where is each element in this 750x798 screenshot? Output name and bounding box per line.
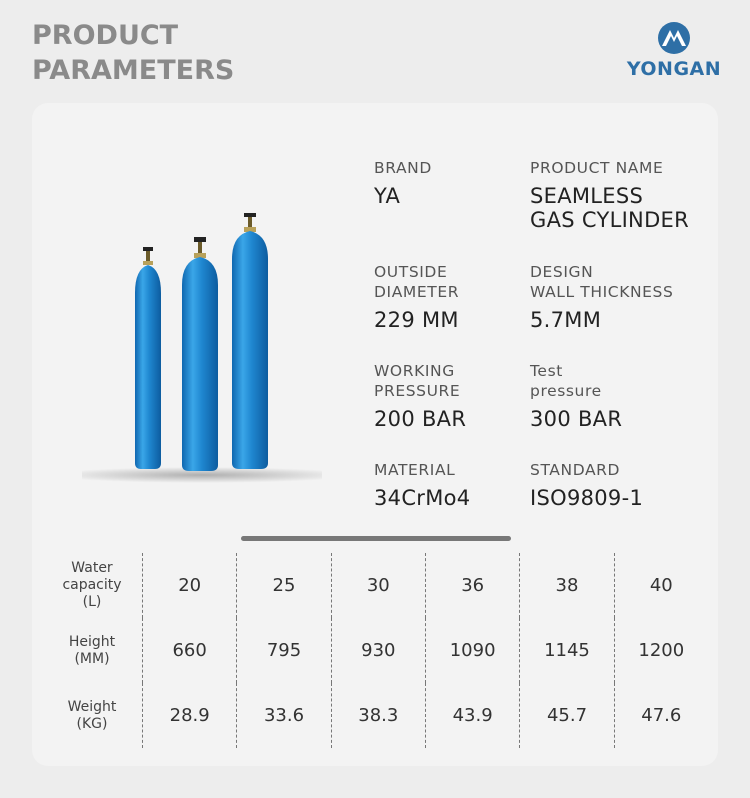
table-cell: 28.9 bbox=[142, 683, 236, 748]
table-cell: 1200 bbox=[614, 618, 708, 683]
param-standard bbox=[530, 460, 700, 510]
param-material bbox=[374, 460, 544, 510]
specification-table bbox=[42, 553, 708, 748]
title-line-1: PRODUCT bbox=[32, 20, 179, 51]
table-cell: 43.9 bbox=[425, 683, 519, 748]
outside-diameter-value: 229 MM bbox=[374, 308, 459, 332]
product-name-value bbox=[530, 184, 700, 232]
param-product-name bbox=[530, 158, 700, 232]
table-row bbox=[42, 683, 708, 748]
table-cell: 930 bbox=[331, 618, 425, 683]
logo-text: YONGAN bbox=[626, 58, 722, 80]
table-cell: 1145 bbox=[519, 618, 613, 683]
standard-label: STANDARD bbox=[530, 461, 621, 479]
table-cell: 660 bbox=[142, 618, 236, 683]
row-label-water-capacity bbox=[42, 560, 142, 611]
page-title bbox=[32, 18, 234, 88]
product-name-line-1: SEAMLESS bbox=[530, 184, 644, 208]
param-brand bbox=[374, 158, 544, 208]
row-label-line: capacity bbox=[62, 577, 122, 593]
row-label-line: Water bbox=[71, 560, 113, 576]
param-working-pressure bbox=[374, 361, 544, 431]
standard-value: ISO9809-1 bbox=[530, 486, 644, 510]
table-cell: 795 bbox=[236, 618, 330, 683]
test-pressure-value: 300 BAR bbox=[530, 407, 623, 431]
table-row bbox=[42, 553, 708, 618]
row-label-line: Weight bbox=[67, 698, 117, 715]
table-cell: 25 bbox=[236, 553, 330, 618]
label-line: pressure bbox=[530, 382, 602, 400]
table-cell: 1090 bbox=[425, 618, 519, 683]
table-cell: 30 bbox=[331, 553, 425, 618]
row-label-height bbox=[42, 634, 142, 668]
image-slider-bar[interactable] bbox=[241, 536, 511, 541]
test-pressure-label bbox=[530, 361, 700, 401]
material-value: 34CrMo4 bbox=[374, 486, 471, 510]
table-cell: 36 bbox=[425, 553, 519, 618]
row-label-line: (L) bbox=[82, 594, 102, 610]
row-label-line: (MM) bbox=[74, 650, 110, 667]
wall-thickness-label bbox=[530, 262, 710, 302]
label-line: WALL THICKNESS bbox=[530, 283, 674, 301]
brand-value: YA bbox=[374, 184, 401, 208]
table-cell: 38.3 bbox=[331, 683, 425, 748]
yongan-logo-icon bbox=[656, 20, 692, 56]
param-wall-thickness bbox=[530, 262, 710, 332]
working-pressure-label bbox=[374, 361, 544, 401]
row-label-line: Height bbox=[68, 633, 116, 650]
label-line: Test bbox=[530, 362, 563, 380]
table-row bbox=[42, 618, 708, 683]
title-line-2: PARAMETERS bbox=[32, 55, 235, 86]
row-label-weight bbox=[42, 699, 142, 733]
table-cell: 20 bbox=[142, 553, 236, 618]
material-label: MATERIAL bbox=[374, 461, 456, 479]
table-cell: 38 bbox=[519, 553, 613, 618]
param-test-pressure bbox=[530, 361, 700, 431]
label-line: DIAMETER bbox=[374, 283, 460, 301]
table-cell: 45.7 bbox=[519, 683, 613, 748]
brand-logo bbox=[624, 20, 724, 80]
working-pressure-value: 200 BAR bbox=[374, 407, 467, 431]
table-cell: 40 bbox=[614, 553, 708, 618]
label-line: PRESSURE bbox=[374, 382, 461, 400]
parameters-card bbox=[32, 103, 718, 766]
brand-label: BRAND bbox=[374, 159, 432, 177]
param-outside-diameter bbox=[374, 262, 544, 332]
label-line: OUTSIDE bbox=[374, 263, 448, 281]
label-line: DESIGN bbox=[530, 263, 594, 281]
table-cell: 33.6 bbox=[236, 683, 330, 748]
product-name-label: PRODUCT NAME bbox=[530, 159, 664, 177]
label-line: WORKING bbox=[374, 362, 455, 380]
product-name-line-2: GAS CYLINDER bbox=[530, 208, 689, 232]
gas-cylinders-image bbox=[82, 213, 322, 493]
wall-thickness-value: 5.7MM bbox=[530, 308, 602, 332]
table-cell: 47.6 bbox=[614, 683, 708, 748]
row-label-line: (KG) bbox=[76, 715, 108, 732]
outside-diameter-label bbox=[374, 262, 544, 302]
